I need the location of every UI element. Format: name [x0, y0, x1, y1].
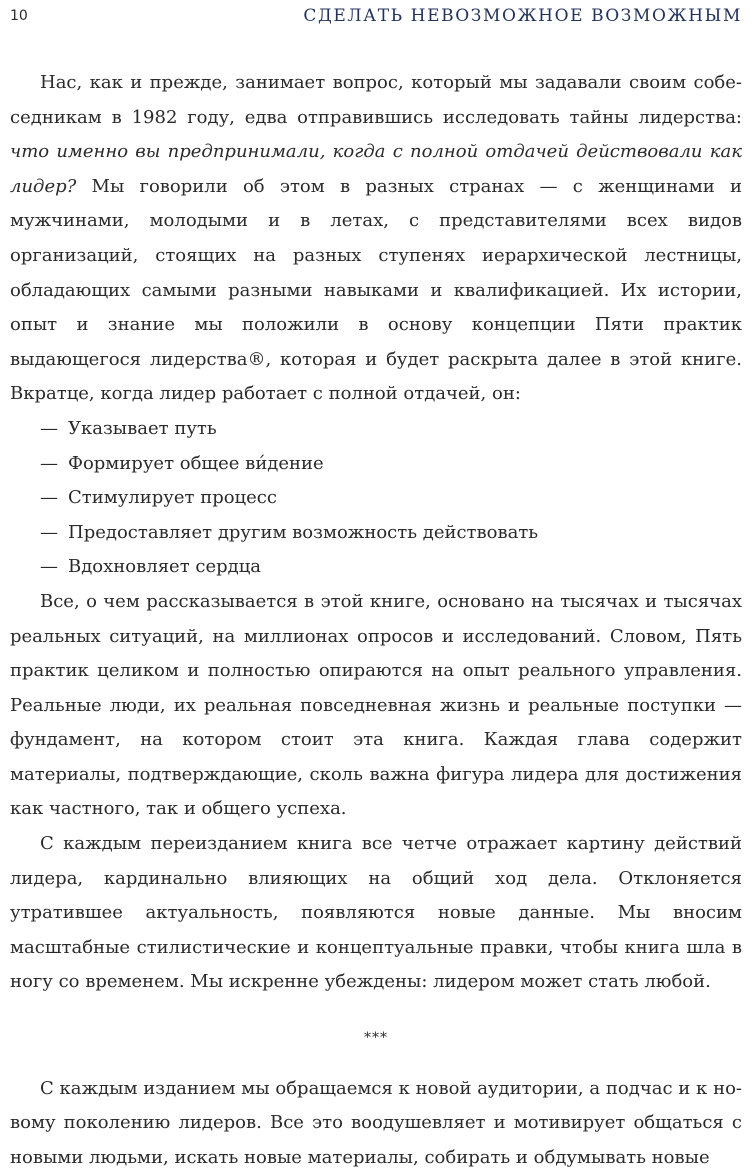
paragraph-2: Все, о чем рассказывается в этой книге, основано на тысячах и тысячах реальных ситуаций, на миллионах опросов и исследований. Словом, Пять практик целиком и полностью опираются на опыт реального управления. Реальные люди, их реальная повседневная жизнь и реальные поступки — фундамент, на котором стоит эта книга. Каждая глава содержит материалы, подтверждающие, сколь важна фигура лидера для достижения как частного, так и общего успеха.: [10, 590, 742, 820]
paragraph-1-end: Мы говорили об этом в разных странах — с женщинами и мужчинами, молодыми и в летах, с представителями всех видов организаций, стоящих на разных ступенях иерархической лестницы, обладающих самыми разными навыками и квалификацией. Их истории, опыт и знание мы положили в основу концепции Пяти практик выдающегося лидерства®, которая и будет раскрыта далее в этой книге. Вкратце, когда лидер работает с полной отдачей, он:: [10, 175, 742, 405]
paragraph-1: [10, 66, 742, 412]
running-title: СДЕЛАТЬ НЕВОЗМОЖНОЕ ВОЗМОЖНЫМ: [303, 6, 742, 26]
list-item-text: Стимулирует процесс: [68, 487, 277, 509]
list-dash: —: [40, 452, 58, 474]
list-dash: —: [40, 487, 58, 509]
paragraph-3: С каждым переизданием книга все четче отражает картину действий лидера, кардинально влияющих на общий ход дела. Отклоняется утратившее актуальность, появляются новые данные. Мы вносим масштабные стилистические и концептуальные правки, чтобы книга шла в ногу со временем. Мы искренне убеждены: лидером может стать любой.: [10, 833, 742, 993]
page-number: 10: [10, 8, 28, 24]
paragraph-1-italic-question: что именно вы предпринимали, когда с полной отдачей действовали как лидер?: [10, 141, 742, 197]
list-dash: —: [40, 417, 58, 439]
paragraph-4: С каждым изданием мы обращаемся к новой аудитории, а подчас и к новому поколению лидеров. Все это воодушевляет и мотивирует общаться с новыми людьми, искать новые материалы, собирать и обдумывать новые: [10, 1077, 742, 1168]
list-item-text: Вдохновляет сердца: [68, 556, 262, 578]
list-item: [10, 447, 742, 482]
body-text: [10, 66, 742, 1175]
list-item: [10, 550, 742, 585]
list-item: [10, 481, 742, 516]
list-dash: —: [40, 556, 58, 578]
section-separator: ***: [364, 1030, 388, 1047]
list-item-text: Указывает путь: [68, 417, 217, 439]
page-header: [10, 6, 742, 30]
list-item-text: Предоставляет другим возможность действовать: [68, 521, 539, 543]
list-item: [10, 412, 742, 447]
list-item-text: Формирует общее ви́дение: [68, 452, 324, 474]
list-item: [10, 516, 742, 551]
practices-list: [10, 412, 742, 585]
list-dash: —: [40, 521, 58, 543]
paragraph-1-start: Нас, как и прежде, занимает вопрос, который мы задавали своим собеседникам в 1982 году, едва отправившись исследовать тайны лидерства:: [10, 72, 742, 128]
